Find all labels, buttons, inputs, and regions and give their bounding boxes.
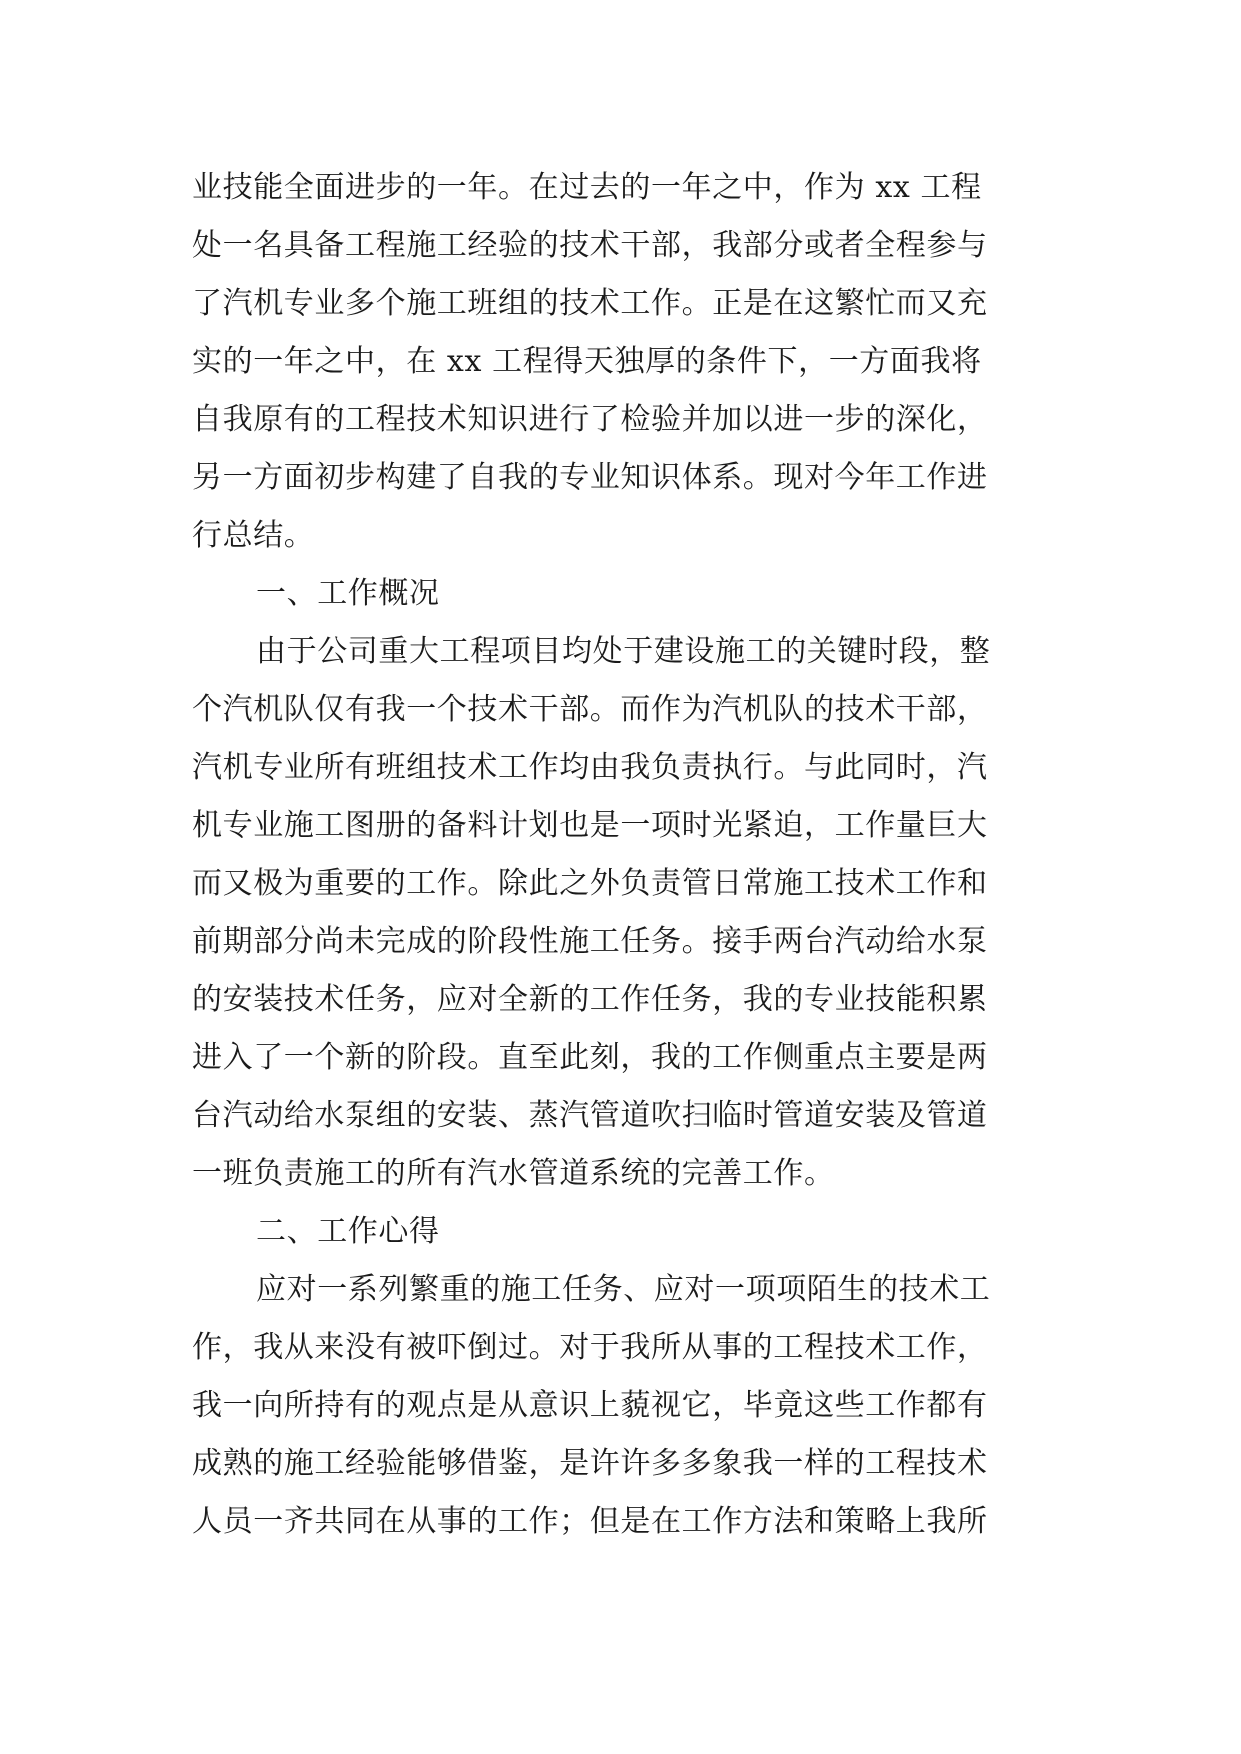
text-line: 台汽动给水泵组的安装、蒸汽管道吹扫临时管道安装及管道 — [192, 1098, 988, 1133]
text-line: 应对一系列繁重的施工任务、应对一项项陌生的技术工 — [256, 1272, 991, 1307]
text-line: 机专业施工图册的备料计划也是一项时光紧迫，工作量巨大 — [192, 808, 988, 843]
text-line: 前期部分尚未完成的阶段性施工任务。接手两台汽动给水泵 — [192, 924, 988, 959]
text-line: 人员一齐共同在从事的工作；但是在工作方法和策略上我所 — [192, 1504, 988, 1539]
text-line: 处一名具备工程施工经验的技术干部，我部分或者全程参与 — [192, 228, 988, 263]
body-text — [192, 159, 1072, 1551]
text-line: 个汽机队仅有我一个技术干部。而作为汽机队的技术干部， — [192, 692, 988, 727]
section-heading-2: 二、工作心得 — [256, 1214, 440, 1249]
text-line: 由于公司重大工程项目均处于建设施工的关键时段，整 — [256, 634, 991, 669]
text-line: 一班负责施工的所有汽水管道系统的完善工作。 — [192, 1156, 835, 1191]
text-line: 另一方面初步构建了自我的专业知识体系。现对今年工作进 — [192, 460, 988, 495]
text-line: 作，我从来没有被吓倒过。对于我所从事的工程技术工作， — [192, 1330, 988, 1365]
text-line: 自我原有的工程技术知识进行了检验并加以进一步的深化， — [192, 402, 988, 437]
text-line: 进入了一个新的阶段。直至此刻，我的工作侧重点主要是两 — [192, 1040, 988, 1075]
text-line: 业技能全面进步的一年。在过去的一年之中，作为 xx 工程 — [192, 170, 982, 205]
section-heading-1: 一、工作概况 — [256, 576, 440, 611]
text-line: 的安装技术任务，应对全新的工作任务，我的专业技能积累 — [192, 982, 988, 1017]
text-line: 汽机专业所有班组技术工作均由我负责执行。与此同时，汽 — [192, 750, 988, 785]
text-line: 我一向所持有的观点是从意识上藐视它，毕竟这些工作都有 — [192, 1388, 988, 1423]
text-line: 成熟的施工经验能够借鉴，是许许多多象我一样的工程技术 — [192, 1446, 988, 1481]
text-line: 实的一年之中，在 xx 工程得天独厚的条件下，一方面我将 — [192, 344, 982, 379]
text-line: 了汽机专业多个施工班组的技术工作。正是在这繁忙而又充 — [192, 286, 988, 321]
text-line: 而又极为重要的工作。除此之外负责管日常施工技术工作和 — [192, 866, 988, 901]
text-line: 行总结。 — [192, 518, 315, 553]
